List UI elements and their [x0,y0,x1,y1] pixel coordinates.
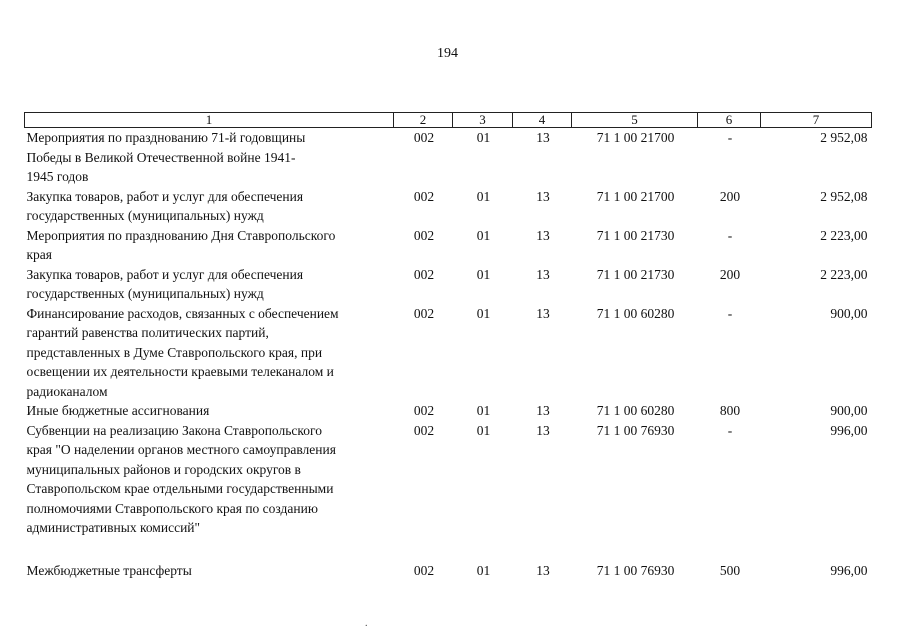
row-name [25,538,394,581]
budget-table [24,112,872,580]
subsection-code: 13 [536,562,550,578]
table-row [25,421,872,538]
row-name [25,128,394,187]
name-line: муниципальных районов и городских округов в [26,461,301,477]
name-line: полномочиями Ставропольского края по созданию [26,500,318,516]
table-row [25,128,872,187]
expense-type-code: - [727,305,733,321]
section-code: 01 [476,130,491,145]
name-line: Мероприятия по празднованию 71-й годовщины [26,130,306,145]
name-line: Иные бюджетные ассигнования [26,403,210,418]
section-code: 01 [476,266,491,282]
name-line: гарантий равенства политических партий, [26,325,269,340]
name-line: Победы в Великой Отечественной войне 1941- [26,149,296,165]
ministry-code: 002 [413,305,435,321]
subsection-code: 13 [536,188,550,204]
header-row [25,113,872,128]
name-line: края "О наделении органов местного самоуправления [26,442,336,457]
page-number: 194 [437,46,458,61]
table-row [25,265,872,304]
target-article-code: 71 1 00 60280 [596,305,675,321]
expense-type-code: 800 [719,403,741,418]
amount: 2 223,00 [820,227,868,243]
column-header-1: 1 [25,113,394,128]
row-name [25,187,394,226]
name-line: освещении их деятельности краевыми телеканалом и [26,364,334,379]
table-row [25,226,872,265]
target-article-code: 71 1 00 76930 [596,562,675,578]
expense-type-code: - [727,227,733,243]
column-header-5: 5 [572,113,698,128]
subsection-code: 13 [536,266,550,282]
name-line: радиоканалом [26,383,108,399]
amount: 900,00 [830,305,868,321]
name-line: Межбюджетные трансферты [26,562,192,578]
target-article-code: 71 1 00 76930 [596,422,675,438]
amount: 2 952,08 [820,130,868,145]
expense-type-code: - [727,130,733,145]
name-line: 1945 годов [26,169,89,184]
target-article-code: 71 1 00 21730 [596,266,675,282]
column-header-7: 7 [761,113,872,128]
amount: 2 223,00 [820,266,868,282]
subsection-code: 13 [536,403,550,418]
table-row [25,304,872,402]
amount: 2 952,08 [820,188,868,204]
ministry-code: 002 [413,130,435,145]
name-line: Финансирование расходов, связанных с обеспечением [26,305,339,321]
expense-type-code: 200 [719,188,741,204]
amount: 996,00 [830,562,868,578]
row-name [25,401,394,421]
section-code: 01 [476,188,491,204]
row-name [25,226,394,265]
table-row [25,538,872,581]
name-line: административных комиссий" [26,520,201,535]
ministry-code: 002 [413,562,435,578]
target-article-code: 71 1 00 21700 [596,188,675,204]
target-article-code: 71 1 00 60280 [596,403,675,418]
subsection-code: 13 [536,130,550,145]
name-line: государственных (муниципальных) нужд [26,286,264,301]
amount: 996,00 [830,422,868,438]
name-line: Мероприятия по празднованию Дня Ставропольского [26,227,336,243]
name-line: Субвенции на реализацию Закона Ставропольского [26,422,322,438]
ministry-code: 002 [413,266,435,282]
column-header-6: 6 [698,113,761,128]
scan-dot-mark: . [365,618,368,629]
table-row [25,401,872,421]
row-name [25,304,394,402]
ministry-code: 002 [413,188,435,204]
name-line: представленных в Думе Ставропольского края, при [26,344,323,360]
name-line: государственных (муниципальных) нужд [26,208,264,223]
section-code: 01 [476,422,491,438]
name-line: Ставропольском крае отдельными государственными [26,481,334,496]
ministry-code: 002 [413,227,435,243]
column-header-2: 2 [394,113,453,128]
expense-type-code: - [727,422,733,438]
target-article-code: 71 1 00 21730 [596,227,675,243]
expense-type-code: 500 [719,562,741,578]
section-code: 01 [476,227,491,243]
amount: 900,00 [830,403,868,418]
target-article-code: 71 1 00 21700 [596,130,675,145]
section-code: 01 [476,562,491,578]
row-name [25,421,394,538]
table-row [25,187,872,226]
subsection-code: 13 [536,227,550,243]
name-line: Закупка товаров, работ и услуг для обеспечения [26,188,304,204]
column-header-3: 3 [453,113,513,128]
section-code: 01 [476,403,491,418]
name-line: края [26,247,53,262]
column-header-4: 4 [513,113,572,128]
row-name [25,265,394,304]
ministry-code: 002 [413,403,435,418]
section-code: 01 [476,305,491,321]
name-line: Закупка товаров, работ и услуг для обеспечения [26,266,304,282]
ministry-code: 002 [413,422,435,438]
subsection-code: 13 [536,305,550,321]
expense-type-code: 200 [719,266,741,282]
subsection-code: 13 [536,422,550,438]
